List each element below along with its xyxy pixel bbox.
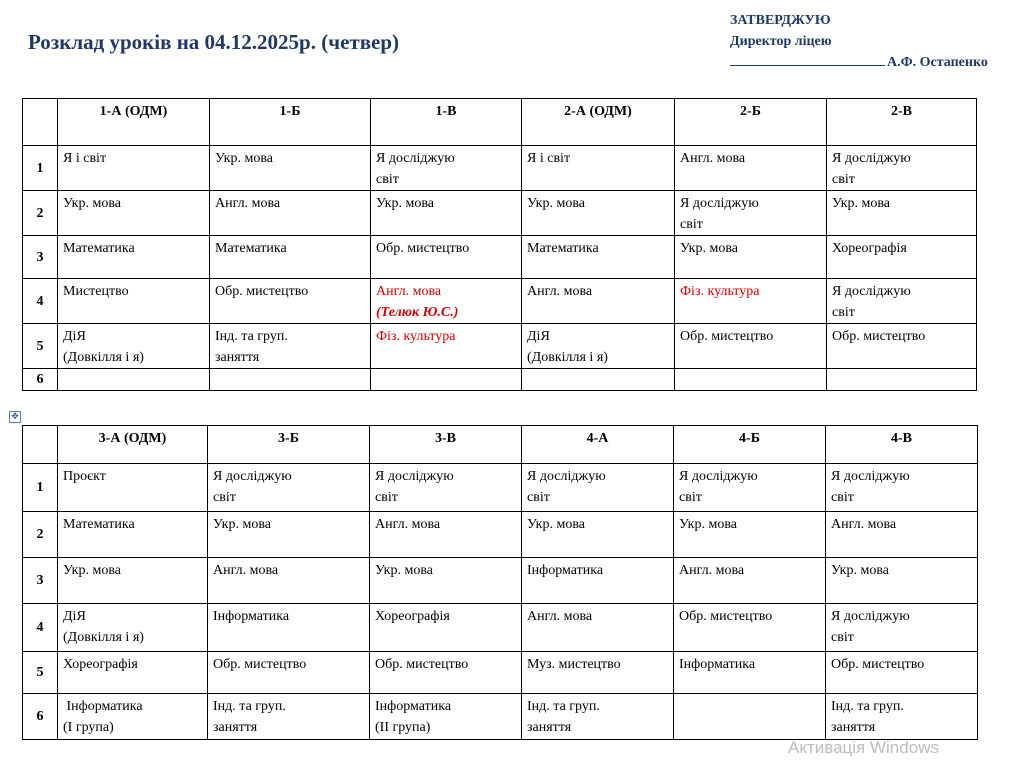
lesson-row (23, 191, 977, 236)
lesson-text: заняття (527, 720, 572, 735)
lesson-text: Англ. мова (527, 609, 593, 624)
lesson-cell (208, 694, 370, 740)
lesson-text: заняття (215, 350, 260, 365)
lesson-number: 1 (23, 146, 58, 191)
lesson-text: заняття (213, 720, 258, 735)
lesson-cell (371, 324, 522, 369)
lesson-text: Укр. мова (63, 563, 121, 578)
lesson-cell (675, 191, 827, 236)
lesson-cell (58, 558, 208, 604)
lesson-text: Муз. мистецтво (527, 657, 621, 672)
lesson-text: світ (680, 217, 703, 232)
lesson-text: Я досліджую (832, 284, 911, 299)
lesson-cell (210, 279, 371, 324)
corner-cell (23, 99, 58, 146)
lesson-cell (675, 146, 827, 191)
lesson-cell (58, 236, 210, 279)
lesson-cell (208, 558, 370, 604)
lesson-cell (675, 324, 827, 369)
lesson-cell (522, 191, 675, 236)
lesson-cell (522, 146, 675, 191)
lesson-text: Укр. мова (679, 517, 737, 532)
lesson-number: 3 (23, 236, 58, 279)
lesson-text: Англ. мова (375, 517, 441, 532)
lesson-cell (674, 558, 826, 604)
lesson-text: Укр. мова (213, 517, 271, 532)
lesson-cell (58, 652, 208, 694)
lesson-cell (674, 464, 826, 512)
lesson-text: Укр. мова (832, 196, 890, 211)
lesson-cell (370, 604, 522, 652)
lesson-cell (522, 512, 674, 558)
approve-label: ЗАТВЕРДЖУЮ (730, 13, 831, 28)
lesson-cell (208, 464, 370, 512)
lesson-cell (370, 512, 522, 558)
lesson-text: Я досліджую (375, 469, 454, 484)
lesson-cell (674, 652, 826, 694)
lesson-text: світ (679, 490, 702, 505)
approval-block (730, 10, 988, 73)
lesson-cell (210, 324, 371, 369)
lesson-cell (58, 694, 208, 740)
lesson-text: Інд. та груп. (527, 699, 600, 714)
lesson-text: Обр. мистецтво (376, 241, 470, 256)
lesson-cell (674, 512, 826, 558)
lesson-cell (370, 694, 522, 740)
corner-cell (23, 426, 58, 464)
lesson-cell (370, 652, 522, 694)
lesson-cell (826, 652, 978, 694)
lesson-cell (371, 191, 522, 236)
lesson-text: (Довкілля і я) (527, 350, 608, 365)
class-header: 1-А (ОДМ) (58, 99, 210, 146)
lesson-cell (826, 464, 978, 512)
lesson-cell (674, 694, 826, 740)
lesson-cell (522, 369, 675, 391)
lesson-text: Інд. та груп. (831, 699, 904, 714)
lesson-text: ДіЯ (63, 609, 86, 624)
lesson-text: Укр. мова (375, 563, 433, 578)
lesson-cell (522, 558, 674, 604)
lesson-cell (210, 369, 371, 391)
lesson-text: Інформатика (63, 699, 143, 714)
lesson-row (23, 558, 978, 604)
lesson-cell (522, 324, 675, 369)
lesson-text: світ (832, 172, 855, 187)
lesson-cell (58, 146, 210, 191)
lesson-cell (522, 279, 675, 324)
lesson-text: Я і світ (63, 151, 107, 166)
lesson-cell (58, 604, 208, 652)
lesson-cell (208, 512, 370, 558)
class-header: 1-В (371, 99, 522, 146)
table-move-handle-icon[interactable]: ✥ (9, 411, 21, 423)
lesson-number: 5 (23, 652, 58, 694)
lesson-text: Інд. та груп. (213, 699, 286, 714)
lesson-cell (208, 604, 370, 652)
lesson-row (23, 694, 978, 740)
class-header: 1-Б (210, 99, 371, 146)
director-name: А.Ф. Остапенко (887, 55, 988, 70)
lesson-text: Інформатика (213, 609, 290, 624)
lesson-text: ДіЯ (527, 329, 550, 344)
class-header: 2-Б (675, 99, 827, 146)
lesson-text: Я досліджую (213, 469, 292, 484)
class-header: 4-В (826, 426, 978, 464)
lesson-cell (370, 558, 522, 604)
lesson-text: Я досліджую (831, 609, 910, 624)
lesson-text: Я і світ (527, 151, 571, 166)
class-header: 3-Б (208, 426, 370, 464)
lesson-text: світ (375, 490, 398, 505)
lesson-row (23, 324, 977, 369)
lesson-text: Я досліджую (832, 151, 911, 166)
lesson-number: 6 (23, 694, 58, 740)
lesson-cell (826, 558, 978, 604)
lesson-cell (827, 191, 977, 236)
lesson-text: Я досліджую (679, 469, 758, 484)
class-header: 3-А (ОДМ) (58, 426, 208, 464)
lesson-row (23, 604, 978, 652)
lesson-cell (827, 369, 977, 391)
lesson-number: 2 (23, 191, 58, 236)
lesson-text: (Телюк Ю.С.) (376, 305, 459, 320)
lesson-text: Мистецтво (63, 284, 129, 299)
lesson-text: Хореографія (375, 609, 450, 624)
lesson-text: Англ. мова (680, 151, 746, 166)
lesson-number: 3 (23, 558, 58, 604)
lesson-text: Я досліджую (376, 151, 455, 166)
lesson-text: Укр. мова (215, 151, 273, 166)
lesson-text: світ (831, 630, 854, 645)
lesson-cell (210, 236, 371, 279)
lesson-row (23, 512, 978, 558)
lesson-text: Обр. мистецтво (679, 609, 773, 624)
schedule-table-grades-3-4 (22, 425, 978, 740)
lesson-row (23, 652, 978, 694)
lesson-text: світ (527, 490, 550, 505)
lesson-text: Англ. мова (376, 284, 442, 299)
lesson-text: Я досліджую (831, 469, 910, 484)
lesson-text: Математика (63, 241, 135, 256)
class-header: 4-А (522, 426, 674, 464)
lesson-row (23, 464, 978, 512)
lesson-cell (208, 652, 370, 694)
lesson-row (23, 369, 977, 391)
lesson-cell (371, 279, 522, 324)
lesson-text: Англ. мова (527, 284, 593, 299)
lesson-text: Фіз. культура (680, 284, 760, 299)
lesson-number: 5 (23, 324, 58, 369)
lesson-text: Інд. та груп. (215, 329, 288, 344)
lesson-number: 4 (23, 604, 58, 652)
lesson-row (23, 279, 977, 324)
lesson-row (23, 236, 977, 279)
lesson-text: Проєкт (63, 469, 106, 484)
lesson-cell (58, 512, 208, 558)
lesson-text: Обр. мистецтво (213, 657, 307, 672)
lesson-cell (58, 369, 210, 391)
lesson-cell (210, 191, 371, 236)
lesson-text: Я досліджую (527, 469, 606, 484)
class-header: 2-В (827, 99, 977, 146)
lesson-cell (522, 694, 674, 740)
lesson-text: Математика (527, 241, 599, 256)
lesson-cell (210, 146, 371, 191)
lesson-text: Англ. мова (213, 563, 279, 578)
lesson-cell (371, 369, 522, 391)
class-header: 4-Б (674, 426, 826, 464)
lesson-text: Укр. мова (831, 563, 889, 578)
lesson-text: Укр. мова (680, 241, 738, 256)
lesson-cell (827, 324, 977, 369)
lesson-text: світ (376, 172, 399, 187)
lesson-text: Я досліджую (680, 196, 759, 211)
class-header: 3-В (370, 426, 522, 464)
lesson-cell (371, 236, 522, 279)
lesson-number: 6 (23, 369, 58, 391)
lesson-text: Математика (63, 517, 135, 532)
lesson-text: Англ. мова (679, 563, 745, 578)
lesson-text: (Довкілля і я) (63, 630, 144, 645)
lesson-text: Інформатика (527, 563, 604, 578)
lesson-text: Інформатика (375, 699, 452, 714)
windows-activation-watermark: Активація Windows (788, 738, 939, 757)
lesson-cell (675, 236, 827, 279)
lesson-cell (675, 369, 827, 391)
lesson-cell (522, 464, 674, 512)
lesson-cell (827, 279, 977, 324)
lesson-text: Фіз. культура (376, 329, 456, 344)
lesson-text: Укр. мова (63, 196, 121, 211)
lesson-cell (58, 324, 210, 369)
lesson-text: світ (831, 490, 854, 505)
lesson-text: Обр. мистецтво (680, 329, 774, 344)
lesson-number: 1 (23, 464, 58, 512)
lesson-row (23, 146, 977, 191)
lesson-cell (674, 604, 826, 652)
lesson-text: Обр. мистецтво (215, 284, 309, 299)
lesson-text: Обр. мистецтво (831, 657, 925, 672)
lesson-text: (ІІ група) (375, 720, 431, 735)
lesson-text: Укр. мова (527, 196, 585, 211)
lesson-text: Інформатика (679, 657, 756, 672)
lesson-text: Хореографія (63, 657, 138, 672)
lesson-cell (371, 146, 522, 191)
lesson-text: Англ. мова (831, 517, 897, 532)
approve-signature (730, 52, 988, 73)
lesson-text: світ (832, 305, 855, 320)
lesson-cell (826, 512, 978, 558)
lesson-text: (Довкілля і я) (63, 350, 144, 365)
signature-line (730, 53, 885, 66)
lesson-cell (58, 191, 210, 236)
approve-position: Директор ліцею (730, 34, 832, 49)
lesson-cell (675, 279, 827, 324)
lesson-text: (І група) (63, 720, 114, 735)
lesson-cell (58, 279, 210, 324)
lesson-text: Обр. мистецтво (832, 329, 926, 344)
lesson-text: Укр. мова (527, 517, 585, 532)
lesson-cell (370, 464, 522, 512)
page-title: Розклад уроків на 04.12.2025р. (четвер) (28, 30, 400, 54)
lesson-cell (827, 146, 977, 191)
lesson-cell (827, 236, 977, 279)
lesson-text: Укр. мова (376, 196, 434, 211)
lesson-text: Англ. мова (215, 196, 281, 211)
lesson-cell (826, 604, 978, 652)
lesson-cell (522, 236, 675, 279)
lesson-text: Математика (215, 241, 287, 256)
lesson-cell (826, 694, 978, 740)
lesson-number: 2 (23, 512, 58, 558)
lesson-cell (522, 604, 674, 652)
lesson-number: 4 (23, 279, 58, 324)
lesson-text: ДіЯ (63, 329, 86, 344)
lesson-text: Обр. мистецтво (375, 657, 469, 672)
lesson-text: світ (213, 490, 236, 505)
class-header: 2-А (ОДМ) (522, 99, 675, 146)
lesson-cell (522, 652, 674, 694)
schedule-table-grades-1-2 (22, 98, 977, 391)
lesson-text: заняття (831, 720, 876, 735)
lesson-cell (58, 464, 208, 512)
lesson-text: Хореографія (832, 241, 907, 256)
